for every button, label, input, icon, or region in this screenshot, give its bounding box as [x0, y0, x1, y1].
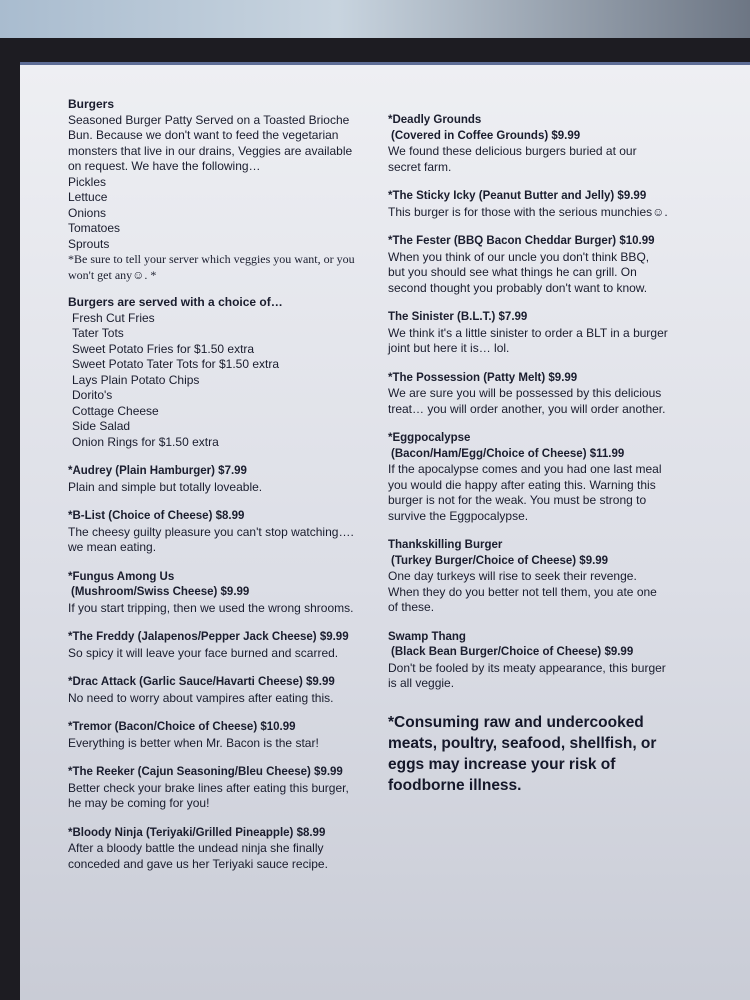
- item-description: Everything is better when Mr. Bacon is the star!: [68, 735, 319, 750]
- item-description: If the apocalypse comes and you had one last meal you would die happy after eating this. Warning this burger is not for the weak. You must be strong to survive the Eggpocalypse.: [388, 462, 662, 523]
- side-item: Cottage Cheese: [72, 403, 159, 418]
- item-title: *Bloody Ninja (Teriyaki/Grilled Pineapple) $8.99: [68, 826, 326, 839]
- item-description: After a bloody battle the undead ninja she finally conceded and gave us her Teriyaki sauce recipe.: [68, 841, 328, 871]
- item-description: We think it's a little sinister to order a BLT in a burger joint but here it is… lol.: [388, 325, 668, 355]
- menu-item: [388, 630, 668, 692]
- side-item: Fresh Cut Fries: [72, 310, 155, 325]
- item-description: When you think of our uncle you don't think BBQ, but you should see what things he can grill. On second thought you probably don't want to know.: [388, 249, 650, 295]
- item-description: One day turkeys will rise to seek their revenge. When they do you better not tell them, you ate one of these.: [388, 569, 657, 614]
- sides-heading: Burgers are served with a choice of…: [68, 295, 283, 309]
- side-item: Side Salad: [72, 419, 131, 433]
- burgers-intro: Seasoned Burger Patty Served on a Toasted Brioche Bun. Because we don't want to feed the vegetarian monsters that live in our drains, Veggies are available on request. We have the following…: [68, 112, 353, 173]
- item-subtitle: (Turkey Burger/Choice of Cheese) $9.99: [391, 554, 609, 567]
- menu-item: [68, 464, 358, 495]
- menu-left-column: [68, 97, 358, 872]
- item-description: Don't be fooled by its meaty appearance, this burger is all veggie.: [388, 660, 666, 690]
- veggie-item: Lettuce: [68, 190, 108, 204]
- menu-item: [68, 675, 358, 706]
- item-title: *The Freddy (Jalapenos/Pepper Jack Cheese) $9.99: [68, 631, 349, 643]
- menu-item: [388, 189, 668, 220]
- item-title: *The Possession (Patty Melt) $9.99: [388, 371, 578, 384]
- item-title: *B-List (Choice of Cheese) $8.99: [68, 510, 245, 522]
- menu-item: [68, 509, 358, 556]
- burgers-heading: Burgers: [68, 97, 115, 111]
- food-safety-warning: *Consuming raw and undercooked meats, poultry, seafood, shellfish, or eggs may increase your risk of foodborne illness.: [388, 713, 657, 794]
- side-item: Sweet Potato Fries for $1.50 extra: [72, 341, 255, 356]
- side-item: Lays Plain Potato Chips: [72, 372, 200, 387]
- menu-item: [388, 234, 668, 296]
- item-subtitle: (Black Bean Burger/Choice of Cheese) $9.99: [391, 646, 634, 658]
- item-title: *Audrey (Plain Hamburger) $7.99: [68, 465, 247, 477]
- side-item: Tater Tots: [72, 326, 124, 340]
- item-title: Swamp Thang: [388, 630, 466, 643]
- item-subtitle: (Bacon/Ham/Egg/Choice of Cheese) $11.99: [391, 447, 625, 460]
- item-description: We found these delicious burgers buried at our secret farm.: [388, 144, 637, 174]
- menu-item: [388, 538, 668, 616]
- item-title: *Deadly Grounds: [388, 114, 482, 126]
- item-title: Thankskilling Burger: [388, 539, 503, 551]
- item-title: *Eggpocalypse: [388, 432, 471, 444]
- menu-right-column: [388, 113, 668, 796]
- menu-item: [388, 113, 668, 175]
- side-item: Onion Rings for $1.50 extra: [72, 434, 219, 449]
- item-title: *The Fester (BBQ Bacon Cheddar Burger) $10.99: [388, 235, 655, 247]
- menu-item: [68, 765, 358, 812]
- item-description: So spicy it will leave your face burned and scarred.: [68, 645, 339, 660]
- item-description: Plain and simple but totally loveable.: [68, 479, 263, 494]
- item-description: If you start tripping, then we used the wrong shrooms.: [68, 600, 354, 615]
- item-title: *Drac Attack (Garlic Sauce/Havarti Cheese) $9.99: [68, 676, 335, 688]
- menu-item: [68, 630, 358, 661]
- menu-item: [68, 720, 358, 751]
- item-title: *Tremor (Bacon/Choice of Cheese) $10.99: [68, 721, 296, 733]
- veggie-item: Onions: [68, 205, 107, 220]
- veggie-item: Pickles: [68, 174, 107, 189]
- item-description: No need to worry about vampires after eating this.: [68, 690, 334, 705]
- veggie-note: *Be sure to tell your server which veggies you want, or you won't get any☺. *: [68, 252, 355, 282]
- veggie-item: Tomatoes: [68, 221, 121, 235]
- item-description: This burger is for those with the serious munchies☺.: [388, 204, 668, 219]
- item-description: The cheesy guilty pleasure you can't stop watching…. we mean eating.: [68, 524, 354, 554]
- menu-item: [68, 570, 358, 617]
- item-title: *The Reeker (Cajun Seasoning/Bleu Cheese) $9.99: [68, 766, 343, 778]
- item-subtitle: (Covered in Coffee Grounds) $9.99: [391, 129, 581, 142]
- menu-item: [388, 310, 668, 357]
- item-description: We are sure you will be possessed by this delicious treat… you will order another, you will order another.: [388, 386, 666, 416]
- veggie-item: Sprouts: [68, 236, 110, 251]
- item-subtitle: (Mushroom/Swiss Cheese) $9.99: [71, 586, 250, 598]
- side-item: Sweet Potato Tater Tots for $1.50 extra: [72, 357, 280, 371]
- menu-item: [68, 826, 358, 873]
- item-description: Better check your brake lines after eating this burger, he may be coming for you!: [68, 780, 349, 810]
- item-title: *Fungus Among Us: [68, 570, 175, 583]
- menu-item: [388, 431, 668, 524]
- side-item: Dorito's: [72, 388, 113, 402]
- menu-item: [388, 371, 668, 418]
- item-title: The Sinister (B.L.T.) $7.99: [388, 311, 528, 323]
- item-title: *The Sticky Icky (Peanut Butter and Jelly) $9.99: [388, 190, 647, 202]
